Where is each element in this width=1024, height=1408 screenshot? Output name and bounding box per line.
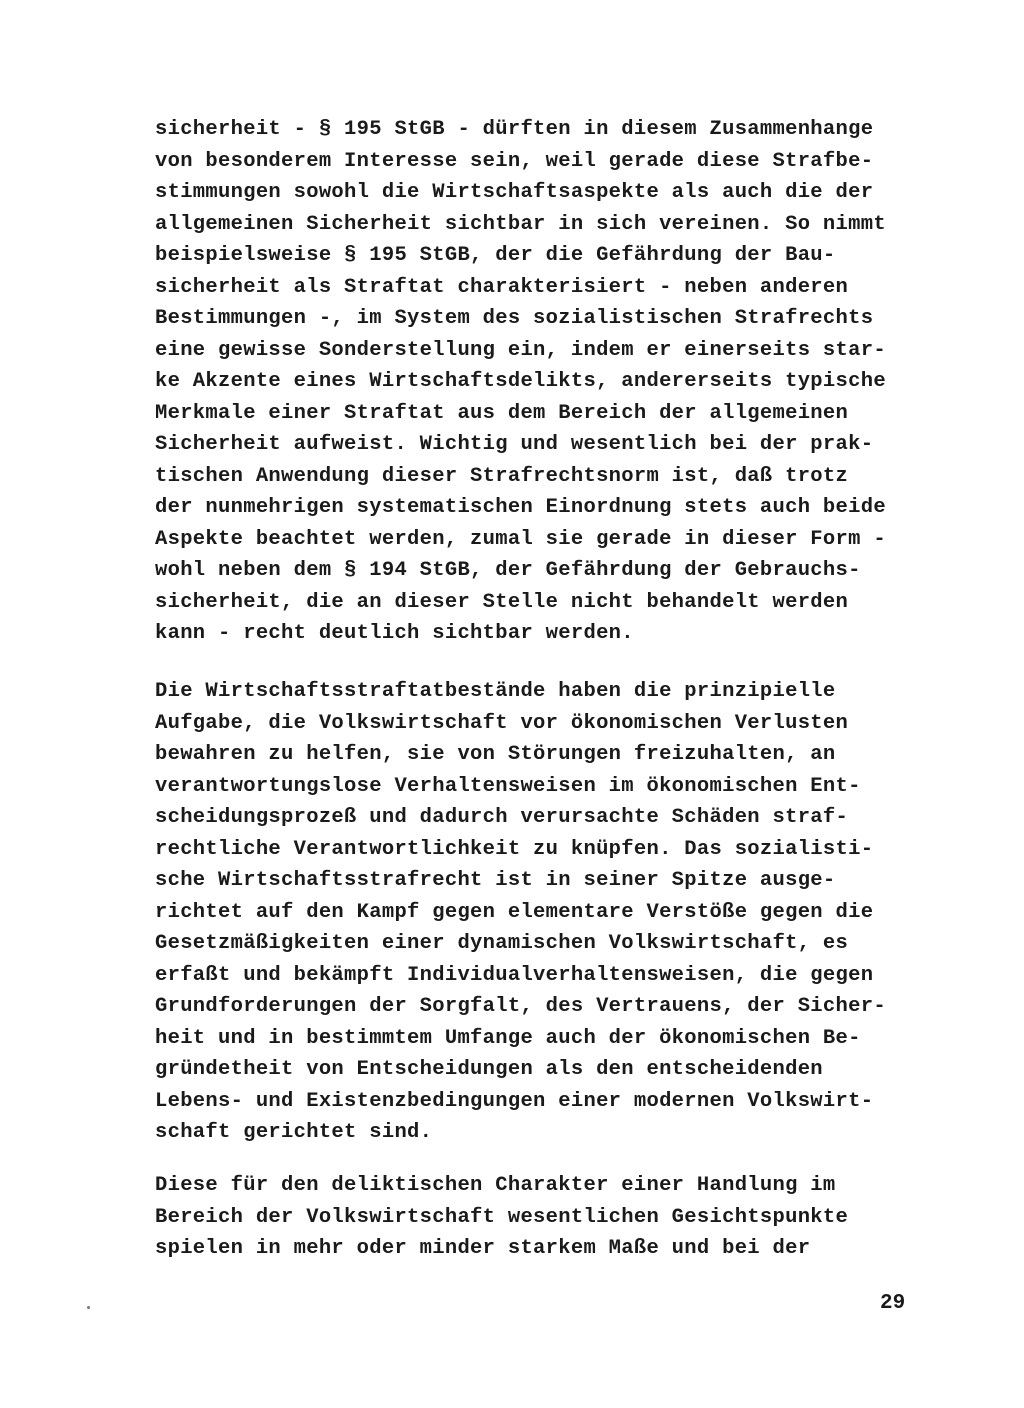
text-line: allgemeinen Sicherheit sichtbar in sich vereinen. So nimmt [155,212,886,236]
text-line: stimmungen sowohl die Wirtschaftsaspekte als auch die der [155,181,874,204]
text-line: sicherheit - § 195 StGB - dürften in diesem Zusammenhange [155,118,874,141]
text-line: Bestimmungen -, im System des sozialistischen Strafrechts [155,307,874,330]
text-line: erfaßt und bekämpft Individualverhaltensweisen, die gegen [155,963,874,987]
text-line: schaft gerichtet sind. [155,1121,433,1144]
text-line: Bereich der Volkswirtschaft wesentlichen Gesichtspunkte [155,1205,849,1229]
text-line: Gesetzmäßigkeiten einer dynamischen Volkswirtschaft, es [155,932,849,955]
text-line: bewahren zu helfen, sie von Störungen freizuhalten, an [155,743,836,766]
text-line: ke Akzente eines Wirtschaftsdelikts, andererseits typische [155,370,886,393]
text-line: wohl neben dem § 194 StGB, der Gefährdung der Gebrauchs- [155,559,861,582]
text-line: sicherheit als Straftat charakterisiert - neben anderen [155,275,849,299]
text-line: rechtliche Verantwortlichkeit zu knüpfen. Das sozialisti- [155,837,874,861]
text-line: der nunmehrigen systematischen Einordnung stets auch beide [155,496,886,519]
page-number: 29 [880,1292,906,1315]
text-line: spielen in mehr oder minder starkem Maße und bei der [155,1237,811,1260]
text-line: Aspekte beachtet werden, zumal sie gerade in dieser Form - [155,527,886,551]
text-line: richtet auf den Kampf gegen elementare Verstöße gegen die [155,900,874,924]
text-line: von besonderem Interesse sein, weil gerade diese Strafbe- [155,149,874,173]
text-line: beispielsweise § 195 StGB, der die Gefährdung der Bau- [155,244,836,267]
text-line: Lebens- und Existenzbedingungen einer modernen Volkswirt- [155,1089,874,1113]
text-line: kann - recht deutlich sichtbar werden. [155,622,634,645]
text-line: Sicherheit aufweist. Wichtig und wesentlich bei der prak- [155,433,874,456]
text-line: Die Wirtschaftsstraftatbestände haben die prinzipielle [155,680,836,703]
text-line: tischen Anwendung dieser Strafrechtsnorm ist, daß trotz [155,464,849,488]
text-line: Merkmale einer Straftat aus dem Bereich der allgemeinen [155,401,849,425]
scan-speck [87,1306,90,1309]
text-line: sicherheit, die an dieser Stelle nicht behandelt werden [155,590,849,614]
text-line: heit und in bestimmtem Umfange auch der ökonomischen Be- [155,1026,861,1050]
text-line: Grundforderungen der Sorgfalt, des Vertrauens, der Sicher- [155,995,886,1018]
text-line: scheidungsprozeß und dadurch verursachte Schäden straf- [155,806,849,829]
paragraph-1 [155,114,886,650]
text-line: eine gewisse Sonderstellung ein, indem er einerseits star- [155,338,886,362]
paragraph-2 [155,676,886,1149]
paragraph-3 [155,1170,848,1265]
text-line: Diese für den deliktischen Charakter einer Handlung im [155,1174,836,1197]
text-line: Aufgabe, die Volkswirtschaft vor ökonomischen Verlusten [155,711,849,735]
text-line: sche Wirtschaftsstrafrecht ist in seiner Spitze ausge- [155,869,836,892]
text-line: gründetheit von Entscheidungen als den entscheidenden [155,1058,823,1081]
text-line: verantwortungslose Verhaltensweisen im ökonomischen Ent- [155,774,861,798]
